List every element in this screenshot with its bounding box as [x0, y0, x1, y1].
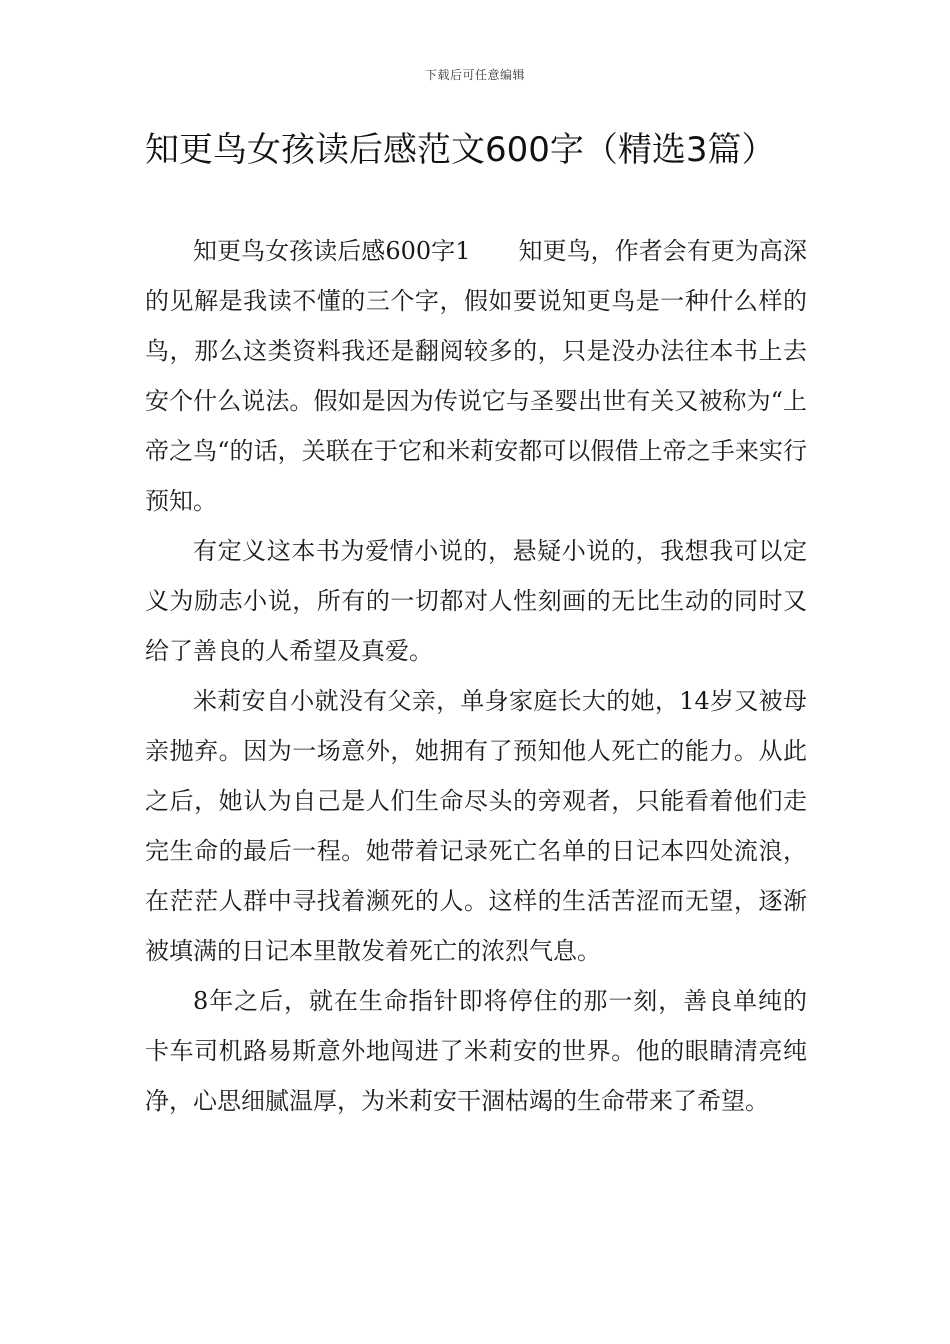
paragraph-3: 米莉安自小就没有父亲，单身家庭长大的她，14岁又被母亲抛弃。因为一场意外，她拥有了预知他人死亡的能力。从此之后，她认为自己是人们生命尽头的旁观者，只能看着他们走完生命的最后一程。她带着记录死亡名单的日记本四处流浪，在茫茫人群中寻找着濒死的人。这样的生活苦涩而无望，逐渐被填满的日记本里散发着死亡的浓烈气息。	[145, 687, 807, 965]
paragraph-2: 有定义这本书为爱情小说的，悬疑小说的，我想我可以定义为励志小说，所有的一切都对人性刻画的无比生动的同时又给了善良的人希望及真爱。	[145, 537, 807, 665]
document-title: 知更鸟女孩读后感范文600字（精选3篇）	[145, 130, 776, 170]
paragraph-1-text: 知更鸟，作者会有更为高深的见解是我读不懂的三个字，假如要说知更鸟是一种什么样的鸟，那么这类资料我还是翻阅较多的，只是没办法往本书上去安个什么说法。假如是因为传说它与圣婴出世有关又被称为“上帝之鸟“的话，关联在于它和米莉安都可以假借上帝之手来实行预知。	[145, 237, 808, 515]
paragraph-1	[145, 226, 807, 526]
section-heading: 知更鸟女孩读后感600字1	[193, 237, 471, 265]
paragraph-4: 8年之后，就在生命指针即将停住的那一刻，善良单纯的卡车司机路易斯意外地闯进了米莉安的世界。他的眼睛清亮纯净，心思细腻温厚，为米莉安干涸枯竭的生命带来了希望。	[145, 987, 807, 1115]
header-note: 下载后可任意编辑	[424, 68, 525, 82]
document-body	[145, 226, 807, 1126]
